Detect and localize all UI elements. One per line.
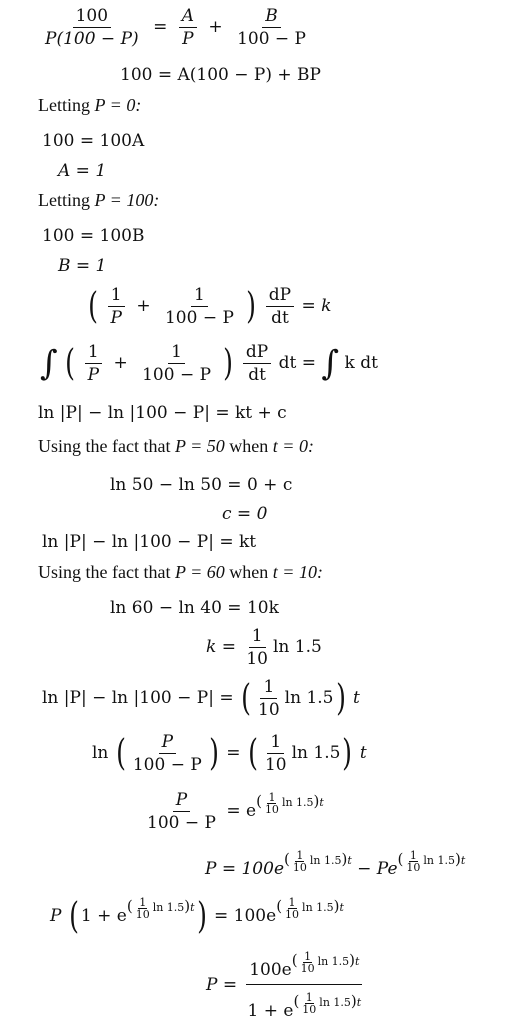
equation-text: B = 1	[58, 256, 107, 276]
equals: =	[153, 17, 168, 37]
final-fraction: $100e^{( \frac{1}{10} ln 1.5)t}$ $1 + e^{( \frac{1}{10} ln 1.5)t}$	[247, 949, 362, 1021]
text-condition-2: Using the fact that P = 60 when t = 10:	[38, 562, 323, 582]
fraction: $\frac{1}{P}$	[107, 285, 124, 328]
equation-partial-fractions	[40, 6, 311, 49]
exponent: ( 1 10 ln 1.5)t	[256, 790, 324, 816]
equation-100a	[42, 130, 144, 152]
equation-text: ln |P| − ln |100 − P| = kt + c	[38, 403, 287, 423]
fraction: $\frac{1}{10}$	[246, 626, 268, 669]
text-letting-p100	[38, 189, 159, 211]
equation-integral: ∫ ( $\frac{1}{P}$ + $\frac{1}{100 - P}$ ) $\frac{dP}{dt}$ dt = ∫ k dt	[40, 342, 378, 385]
equation-log-kt: ln |P| − ln |100 − P| = kt	[42, 532, 257, 552]
text: Letting	[38, 95, 90, 115]
denominator: P	[182, 29, 194, 49]
text-condition-1: Using the fact that P = 50 when t = 0:	[38, 436, 314, 456]
equation-c0: c = 0	[222, 504, 268, 524]
equation-separable: ( $\frac{1}{P}$ + $\frac{1}{100 - P}$ ) $\frac{dP}{dt}$ = k	[88, 285, 332, 328]
fraction: $\frac{1}{P}$	[85, 342, 102, 385]
equation-ln50: ln 50 − ln 50 = 0 + c	[110, 475, 293, 495]
equation-exp-ratio: $\frac{P}{100 - P}$ = $e^{( \frac{1}{10} ln 1.5)t}$	[147, 790, 324, 833]
equation-expanded: $P = 100e^{( \frac{1}{10} ln 1.5)t} - Pe^{( \frac{1}{10} ln 1.5)t}$	[205, 848, 466, 879]
equation-100b	[42, 225, 144, 247]
equation-cleared	[120, 64, 321, 86]
denominator: P(100 − P)	[45, 29, 139, 49]
numerator: A	[179, 6, 197, 28]
equation-b1	[58, 255, 106, 277]
fraction	[179, 6, 197, 49]
math: P = 100:	[94, 190, 160, 210]
numerator: 100	[73, 6, 111, 28]
rhs: = k	[301, 296, 332, 316]
equation-text: 100 = A(100 − P) + BP	[120, 65, 321, 85]
plus: +	[208, 17, 223, 37]
fraction	[234, 6, 309, 49]
equation-factored: P ( $1 + e^{( \frac{1}{10} ln 1.5)t}) = 100e^{( \frac{1}{10} ln 1.5)t}$	[50, 895, 344, 937]
integral-sign: ∫	[321, 343, 340, 384]
exponent: ( 1 10 ln 1.5)t	[276, 895, 344, 921]
exponent: ( 1 10 ln 1.5)t	[397, 848, 466, 874]
equation-ln60: ln 60 − ln 40 = 10k	[110, 598, 279, 618]
equation-substituted: ln |P| − ln |100 − P| = ( $\frac{1}{10}$ ln 1.5) t	[42, 677, 360, 720]
text-letting-p0	[38, 94, 141, 116]
fraction: $\frac{1}{100 - P}$	[142, 342, 212, 385]
derivative: $\frac{dP}{dt}$	[243, 342, 271, 385]
integral-sign: ∫	[40, 343, 58, 384]
equation-final: P = $100e^{( \frac{1}{10} ln 1.5)t}$ $1 + e^{( \frac{1}{10} ln 1.5)t}$	[206, 950, 366, 1021]
equation-text: 100 = 100B	[42, 226, 145, 246]
equation-text: 100 = 100A	[42, 131, 145, 151]
exponent: ( 1 10 ln 1.5)t	[126, 895, 195, 921]
equation-log-form	[38, 402, 287, 424]
exponent: ( 1 10 ln 1.5)t	[284, 848, 352, 874]
equation-ln-ratio: ln ( $\frac{P}{100 - P}$ ) = ( $\frac{1}{10}$ ln 1.5) t	[92, 732, 367, 775]
equation-k-value: k = $\frac{1}{10}$ ln 1.5	[206, 626, 322, 669]
denominator: 100 − P	[237, 29, 307, 49]
derivative: $\frac{dP}{dt}$	[266, 285, 294, 328]
equation-text: A = 1	[58, 161, 107, 181]
numerator: B	[262, 6, 281, 28]
equation-a1	[58, 160, 106, 182]
math: P = 0:	[94, 95, 142, 115]
text: Letting	[38, 190, 90, 210]
fraction: $\frac{1}{100 - P}$	[164, 285, 234, 328]
fraction	[42, 6, 142, 49]
